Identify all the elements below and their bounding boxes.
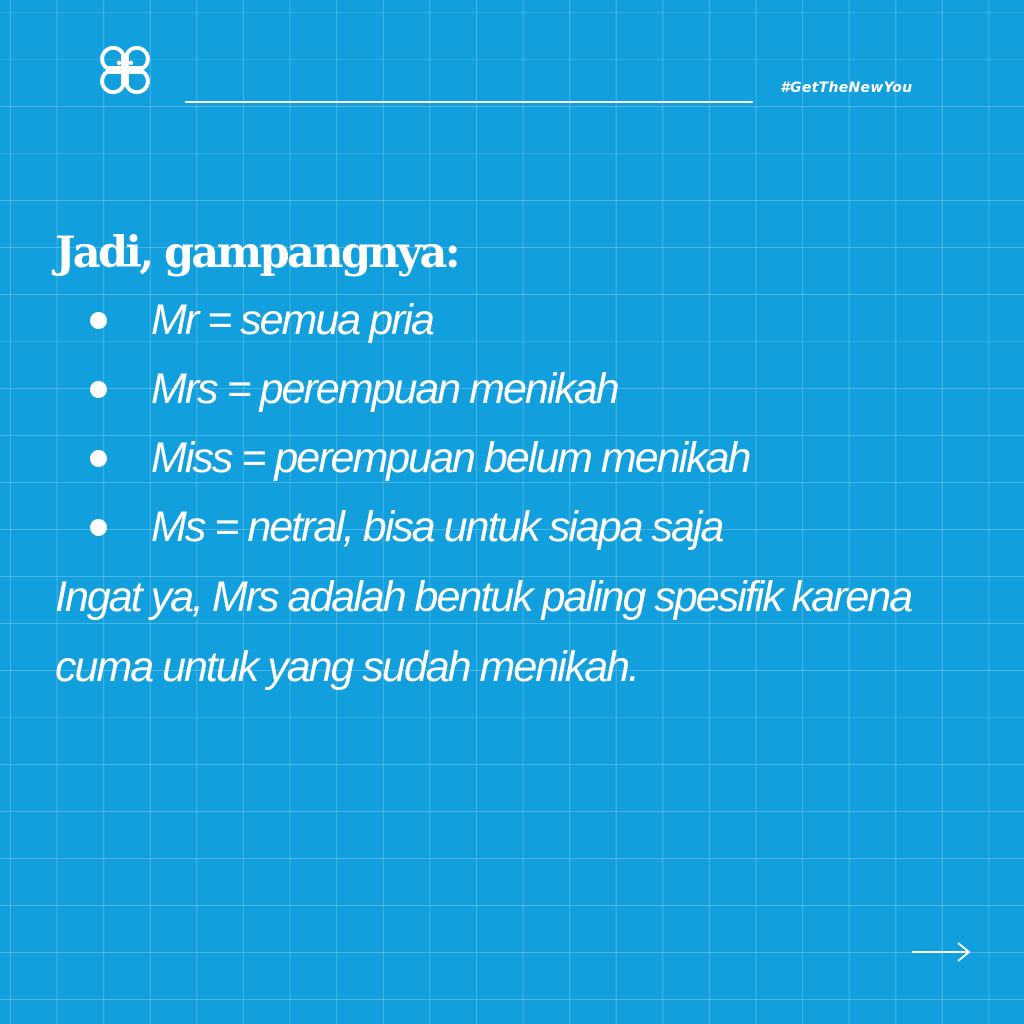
list-item [55,355,985,424]
list-item [55,493,985,562]
list-item [55,286,985,355]
list-item [55,424,985,493]
bullet-list [55,286,985,562]
brand-logo-icon [94,40,156,100]
list-item-text: Mr = semua pria [151,296,433,344]
header-divider [185,101,753,103]
list-item-text: Mrs = perempuan menikah [151,365,618,413]
page-heading: Jadi, gampangnya: [55,228,459,278]
hashtag-label: #GetTheNewYou [780,80,913,96]
bullet-icon [90,381,107,398]
list-item-text: Miss = perempuan belum menikah [151,434,750,482]
list-item-text: Ms = netral, bisa untuk siapa saja [151,503,723,551]
arrow-right-icon[interactable] [910,940,972,964]
bullet-icon [90,312,107,329]
closing-note: Ingat ya, Mrs adalah bentuk paling spesifik karena cuma untuk yang sudah menikah. [55,573,912,691]
main-content [55,220,985,702]
bullet-icon [90,450,107,467]
bullet-icon [90,519,107,536]
